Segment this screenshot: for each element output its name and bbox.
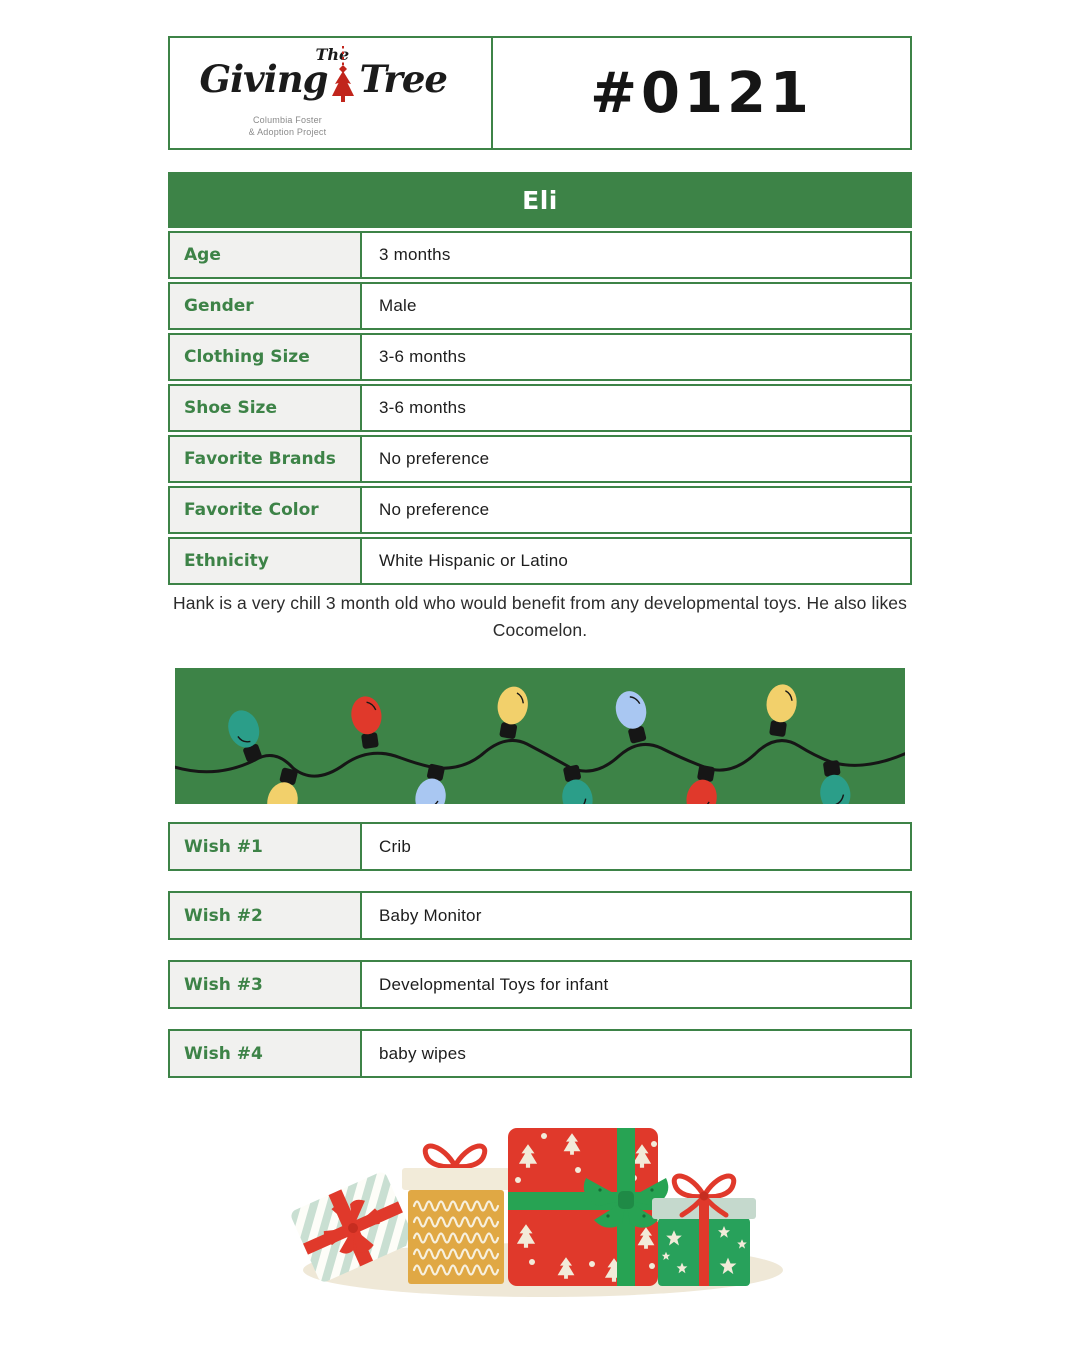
row-label-shoe-size: Shoe Size — [168, 384, 362, 432]
gift-red-box — [508, 1128, 668, 1286]
logo-subtitle — [228, 115, 348, 138]
row-value-favorite-brands: No preference — [360, 435, 912, 483]
logo-wordmark — [200, 57, 447, 120]
logo-cell — [168, 36, 493, 150]
wish-list — [168, 822, 912, 1098]
wish-row — [168, 1029, 912, 1078]
table-row — [168, 537, 912, 585]
wish-2-label: Wish #2 — [168, 891, 362, 940]
logo-the: The — [315, 45, 350, 64]
string-lights-illustration — [175, 668, 905, 804]
wish-2-value: Baby Monitor — [360, 891, 912, 940]
table-row — [168, 384, 912, 432]
row-value-clothing-size: 3-6 months — [360, 333, 912, 381]
row-label-favorite-color: Favorite Color — [168, 486, 362, 534]
child-description: Hank is a very chill 3 month old who would benefit from any developmental toys. He also likes Cocomelon. — [173, 593, 907, 641]
wish-row — [168, 960, 912, 1009]
row-label-age: Age — [168, 231, 362, 279]
table-row — [168, 333, 912, 381]
logo-subtitle-line2: & Adoption Project — [248, 126, 327, 137]
wish-row — [168, 822, 912, 871]
string-lights-svg — [175, 668, 905, 804]
row-label-favorite-brands: Favorite Brands — [168, 435, 362, 483]
logo-word-tree: Tree — [359, 57, 447, 101]
row-label-clothing-size: Clothing Size — [168, 333, 362, 381]
logo-word-giving: Giving — [199, 57, 328, 101]
wish-1-value: Crib — [360, 822, 912, 871]
wish-row — [168, 891, 912, 940]
wish-3-label: Wish #3 — [168, 960, 362, 1009]
wish-1-label: Wish #1 — [168, 822, 362, 871]
row-value-shoe-size: 3-6 months — [360, 384, 912, 432]
wish-4-label: Wish #4 — [168, 1029, 362, 1078]
christmas-tree-ornament-icon — [328, 45, 358, 120]
child-info-table — [168, 172, 912, 585]
wish-3-value: Developmental Toys for infant — [360, 960, 912, 1009]
row-value-age: 3 months — [360, 231, 912, 279]
row-value-gender: Male — [360, 282, 912, 330]
card-number: #0121 — [590, 60, 813, 126]
wish-4-value: baby wipes — [360, 1029, 912, 1078]
logo-subtitle-line1: Columbia Foster — [252, 115, 323, 125]
table-row — [168, 435, 912, 483]
table-row — [168, 486, 912, 534]
child-name-bar: Eli — [168, 172, 912, 228]
gift-boxes-illustration — [280, 1100, 800, 1305]
row-label-gender: Gender — [168, 282, 362, 330]
row-value-favorite-color: No preference — [360, 486, 912, 534]
gift-green-box — [652, 1176, 756, 1286]
row-label-ethnicity: Ethnicity — [168, 537, 362, 585]
row-value-ethnicity: White Hispanic or Latino — [360, 537, 912, 585]
card-number-cell — [491, 36, 912, 150]
header — [168, 36, 912, 150]
gift-gold-box — [402, 1146, 510, 1284]
gift-boxes-svg — [280, 1100, 800, 1305]
giving-tree-logo — [198, 43, 464, 143]
table-row — [168, 231, 912, 279]
table-row — [168, 282, 912, 330]
